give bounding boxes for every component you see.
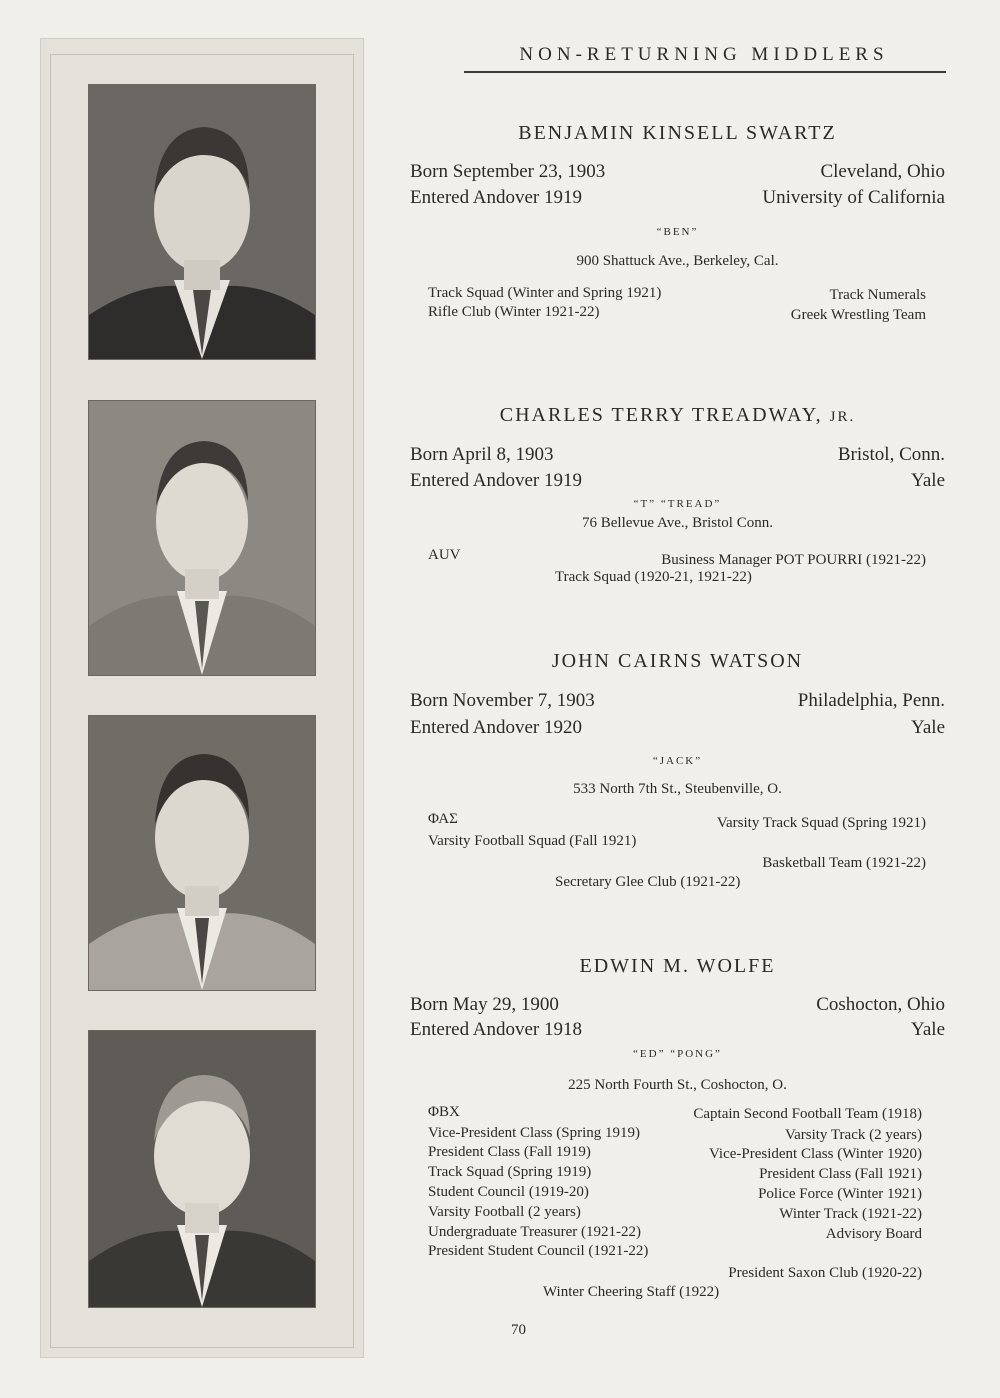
entry-name: EDWIN M. WOLFE xyxy=(579,955,776,977)
entry-name: CHARLES TERRY TREADWAY, JR. xyxy=(499,404,856,426)
portrait-wolfe xyxy=(89,1031,315,1307)
activity: Varsity Football (2 years) xyxy=(428,1204,581,1220)
activity: Secretary Glee Club (1921-22) xyxy=(555,874,741,890)
activity: President Saxon Club (1920-22) xyxy=(728,1265,922,1281)
entry-born-row xyxy=(410,444,945,468)
header-rule xyxy=(464,71,946,73)
hometown: Bristol, Conn. xyxy=(837,444,945,465)
entered-year: Entered Andover 1919 xyxy=(410,470,583,491)
entered-year: Entered Andover 1920 xyxy=(410,717,583,738)
college: Yale xyxy=(911,1019,945,1040)
activity: Track Squad (1920-21, 1921-22) xyxy=(555,569,752,585)
entry-entered-row xyxy=(410,470,945,494)
activity: Student Council (1919-20) xyxy=(428,1184,589,1200)
entry-entered-row xyxy=(410,717,945,741)
fraternity: ΦΑΣ xyxy=(428,811,458,827)
nickname: “ED” “PONG” xyxy=(633,1048,722,1060)
activity: Advisory Board xyxy=(825,1226,922,1242)
hometown: Cleveland, Ohio xyxy=(820,161,945,182)
hometown: Coshocton, Ohio xyxy=(816,994,945,1015)
address: 225 North Fourth St., Coshocton, O. xyxy=(568,1077,787,1093)
birth-date: Born November 7, 1903 xyxy=(410,690,595,711)
activity: Track Squad (Winter and Spring 1921) xyxy=(428,285,662,301)
fraternity: ΦΒΧ xyxy=(428,1104,460,1120)
portrait-watson xyxy=(89,716,315,990)
birth-date: Born May 29, 1900 xyxy=(410,994,559,1015)
fraternity: AUV xyxy=(428,547,461,563)
address: 76 Bellevue Ave., Bristol Conn. xyxy=(582,515,773,531)
activity: Rifle Club (Winter 1921-22) xyxy=(428,304,600,320)
activity: Basketball Team (1921-22) xyxy=(762,855,926,871)
address: 533 North 7th St., Steubenville, O. xyxy=(573,781,782,797)
activity: Greek Wrestling Team xyxy=(790,307,926,323)
activity: President Class (Fall 1919) xyxy=(428,1144,591,1160)
entry-born-row xyxy=(410,690,945,714)
nickname: “BEN” xyxy=(656,226,699,238)
address: 900 Shattuck Ave., Berkeley, Cal. xyxy=(576,253,779,269)
activity: Police Force (Winter 1921) xyxy=(758,1186,922,1202)
entry-entered-row xyxy=(410,187,945,211)
portrait-swartz xyxy=(89,85,315,359)
activity: President Student Council (1921-22) xyxy=(428,1243,649,1259)
college: Yale xyxy=(911,717,945,738)
activity: Track Numerals xyxy=(829,287,926,303)
activity: Undergraduate Treasurer (1921-22) xyxy=(428,1224,641,1240)
name-suffix: JR. xyxy=(829,409,856,425)
entry-born-row xyxy=(410,161,945,185)
birth-date: Born September 23, 1903 xyxy=(410,161,606,182)
nickname: “JACK” xyxy=(652,755,703,767)
activity: Vice-President Class (Spring 1919) xyxy=(428,1125,640,1141)
activity: Varsity Football Squad (Fall 1921) xyxy=(428,833,637,849)
activity: Varsity Track Squad (Spring 1921) xyxy=(716,815,926,831)
activity: Varsity Track (2 years) xyxy=(784,1127,922,1143)
page-number: 70 xyxy=(511,1322,526,1338)
college: Yale xyxy=(911,470,945,491)
activity: President Class (Fall 1921) xyxy=(759,1166,922,1182)
entry-born-row xyxy=(410,994,945,1018)
activity: Business Manager POT POURRI (1921-22) xyxy=(661,552,926,568)
page-title: NON-RETURNING MIDDLERS xyxy=(519,44,889,65)
college: University of California xyxy=(762,187,945,208)
activity: Captain Second Football Team (1918) xyxy=(693,1106,922,1122)
portrait-treadway xyxy=(89,401,315,675)
hometown: Philadelphia, Penn. xyxy=(797,690,945,711)
entered-year: Entered Andover 1919 xyxy=(410,187,583,208)
birth-date: Born April 8, 1903 xyxy=(410,444,554,465)
entry-name: BENJAMIN KINSELL SWARTZ xyxy=(518,122,837,144)
activity: Winter Track (1921-22) xyxy=(779,1206,922,1222)
entry-name: JOHN CAIRNS WATSON xyxy=(551,650,804,672)
entry-entered-row xyxy=(410,1019,945,1043)
activity: Vice-President Class (Winter 1920) xyxy=(708,1146,922,1162)
activity: Track Squad (Spring 1919) xyxy=(428,1164,592,1180)
entered-year: Entered Andover 1918 xyxy=(410,1019,583,1040)
activity: Winter Cheering Staff (1922) xyxy=(543,1284,720,1300)
nickname: “T” “TREAD” xyxy=(633,498,722,510)
